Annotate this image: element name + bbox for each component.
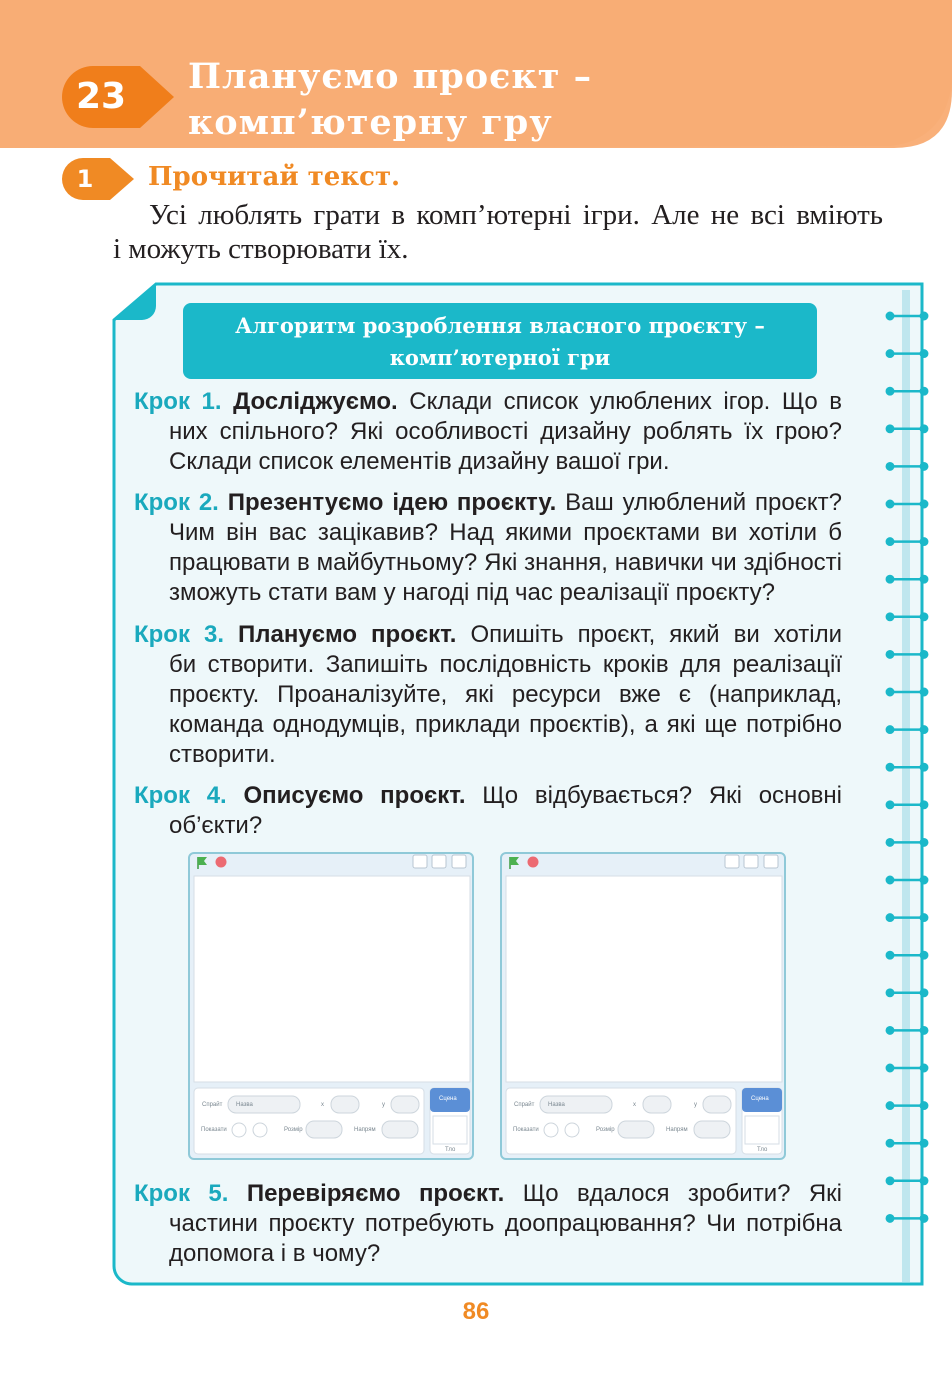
- step-line: проєкту. Проаналізуйте, які ресурси вже є (наприклад,: [169, 681, 842, 708]
- step-label: Крок 2.: [134, 489, 219, 516]
- step-text: Що відбувається? Які основні: [482, 782, 842, 809]
- size-label: Розмір: [284, 1127, 303, 1133]
- step-heading: Описуємо проєкт.: [243, 782, 466, 809]
- stage-mockup-graphic: [188, 852, 474, 1160]
- step-3-first-line: [134, 620, 842, 650]
- step-text: Опишіть проєкт, який ви хотіли: [470, 621, 843, 648]
- algorithm-title-line2: комп’ютерної гри: [389, 345, 611, 370]
- step-3: [134, 620, 842, 770]
- backdrops-label: Тло: [445, 1147, 456, 1153]
- step-line: частини проєкту потребують доопрацювання? Чи потрібна: [169, 1210, 842, 1237]
- sprite-label: Спрайт: [202, 1102, 223, 1108]
- step-line: об’єкти?: [169, 812, 263, 839]
- step-heading: Плануємо проєкт.: [238, 621, 457, 648]
- step-line: команда однодумців, приклади проєктів), а які ще потрібно: [169, 711, 842, 738]
- step-line: зможуть стати вам у нагоді під час реалізації проєкту?: [169, 579, 775, 606]
- size-label: Розмір: [596, 1127, 615, 1133]
- intro-line1: Усі люблять грати в комп’ютерні ігри. Але не всі вміють: [149, 199, 883, 231]
- algorithm-title-line1: Алгоритм розроблення власного проєкту –: [235, 313, 765, 338]
- step-4-first-line: [134, 781, 842, 811]
- lesson-title: [188, 54, 828, 146]
- step-line: них спільного? Які особливості дизайну роблять їх грою?: [169, 418, 842, 445]
- scene-label: Сцена: [439, 1096, 457, 1102]
- step-4: [134, 781, 842, 841]
- stage-mockup-right: [500, 852, 786, 1160]
- step-line: Склади список елементів дизайну вашої гри.: [169, 448, 670, 475]
- direction-label: Напрям: [666, 1127, 688, 1133]
- x-label: x: [321, 1102, 324, 1108]
- step-1: [134, 387, 842, 477]
- x-label: x: [633, 1102, 636, 1108]
- step-label: Крок 4.: [134, 782, 227, 809]
- scene-label: Сцена: [751, 1096, 769, 1102]
- step-heading: Перевіряємо проєкт.: [246, 1180, 505, 1207]
- lesson-number: 23: [75, 76, 127, 117]
- name-placeholder: Назва: [548, 1102, 565, 1108]
- stop-icon: [528, 857, 539, 868]
- step-text: Ваш улюблений проєкт?: [565, 489, 843, 516]
- lesson-title-line2: комп’ютерну гру: [188, 102, 553, 143]
- y-label: y: [382, 1102, 385, 1108]
- step-1-first-line: [134, 387, 842, 417]
- step-5: [134, 1179, 842, 1269]
- task-title: Прочитай текст.: [148, 162, 401, 192]
- intro-text: [113, 198, 883, 266]
- step-5-first-line: [134, 1179, 842, 1209]
- step-line: би створити. Запишіть послідовність кроків для реалізації: [169, 651, 842, 678]
- show-label: Показати: [201, 1127, 227, 1133]
- step-line: Чим він вас зацікавив? Над якими проєктами ви хотіли б: [169, 519, 842, 546]
- step-2: [134, 488, 842, 608]
- step-2-first-line: [134, 488, 842, 518]
- task-number: 1: [76, 165, 94, 193]
- step-heading: Досліджуємо.: [233, 388, 398, 415]
- stage-mockup-left: [188, 852, 474, 1160]
- step-line: працювати в майбутньому? Які знання, навички чи здібності: [169, 549, 842, 576]
- algorithm-title: [183, 310, 817, 374]
- step-line: допомога і в чому?: [169, 1240, 381, 1267]
- step-text: Склади список улюблених ігор. Що в: [409, 388, 843, 415]
- step-text: Що вдалося зробити? Які: [522, 1180, 843, 1207]
- stage-mockup-graphic: [500, 852, 786, 1160]
- step-label: Крок 1.: [134, 388, 222, 415]
- lesson-title-line1: Плануємо проєкт –: [188, 56, 593, 97]
- y-label: y: [694, 1102, 697, 1108]
- sprite-label: Спрайт: [514, 1102, 535, 1108]
- step-line: створити.: [169, 741, 276, 768]
- intro-line2: і можуть створювати їх.: [113, 233, 409, 265]
- direction-label: Напрям: [354, 1127, 376, 1133]
- stop-icon: [216, 857, 227, 868]
- step-label: Крок 3.: [134, 621, 224, 648]
- name-placeholder: Назва: [236, 1102, 253, 1108]
- show-label: Показати: [513, 1127, 539, 1133]
- backdrops-label: Тло: [757, 1147, 768, 1153]
- step-heading: Презентуємо ідею проєкту.: [227, 489, 557, 516]
- step-label: Крок 5.: [134, 1180, 229, 1207]
- page-number: 86: [462, 1298, 490, 1325]
